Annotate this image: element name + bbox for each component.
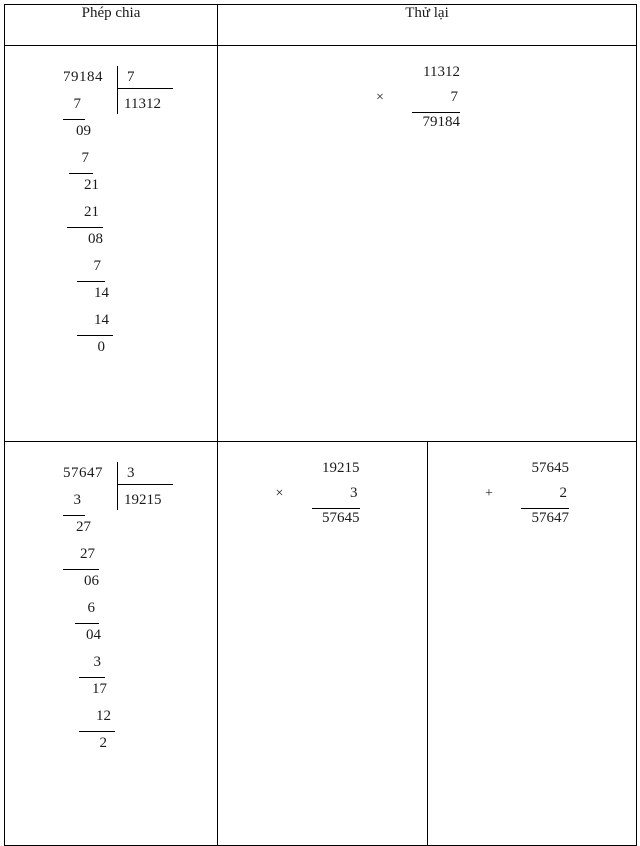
- calc-row: [477, 506, 587, 531]
- division-step: [5, 541, 217, 568]
- step-value: 12: [79, 703, 115, 732]
- calc-row: [368, 110, 478, 135]
- quotient-1: 11312: [124, 96, 161, 112]
- step-value: 7: [63, 91, 85, 120]
- check-block-2a: [218, 442, 427, 845]
- column-header-check: Thử lại: [218, 5, 637, 46]
- step-value: 21: [84, 177, 99, 193]
- division-step: [5, 226, 217, 253]
- division-step: [5, 595, 217, 622]
- check-cell-2b: [427, 442, 636, 845]
- step-value: 08: [88, 231, 103, 247]
- calc-row: [268, 456, 378, 481]
- calc-result: 79184: [422, 114, 460, 130]
- step-value: 27: [63, 541, 99, 570]
- operand-bottom: 3: [312, 481, 360, 509]
- divisor-1: 7: [127, 69, 135, 85]
- division-step: [5, 622, 217, 649]
- operand-top: 11312: [423, 64, 460, 80]
- operand-top: 57645: [531, 460, 569, 476]
- division-step: [5, 118, 217, 145]
- check-cell-2: [218, 442, 637, 846]
- calc-row: [368, 85, 478, 110]
- division-cell-1: [5, 46, 218, 442]
- calc-row: [477, 456, 587, 481]
- division-header-1: [5, 64, 217, 112]
- step-value: 09: [76, 123, 91, 139]
- step-value: 17: [92, 681, 107, 697]
- check-cell-2a: [218, 442, 427, 845]
- cell-spacer: [428, 531, 636, 831]
- column-header-division: Phép chia: [5, 5, 218, 46]
- multiply-operator-icon: ×: [376, 90, 384, 105]
- long-division-1: [5, 46, 217, 379]
- step-value: 7: [77, 253, 105, 282]
- step-value: 27: [76, 519, 91, 535]
- division-step: [5, 172, 217, 199]
- worksheet-table: [4, 4, 637, 846]
- step-value: 3: [63, 487, 85, 516]
- check-block-1: [218, 46, 636, 441]
- addition-check-2: [477, 456, 587, 531]
- step-value: 2: [99, 735, 107, 751]
- division-step: [5, 280, 217, 307]
- plus-operator-icon: +: [485, 486, 493, 501]
- step-value: 0: [97, 339, 105, 355]
- step-value: 3: [79, 649, 105, 678]
- table-row: [5, 442, 637, 846]
- step-value: 04: [86, 627, 101, 643]
- calc-row: [477, 481, 587, 506]
- division-step: [5, 91, 217, 118]
- division-steps-1: [5, 91, 217, 361]
- division-step: [5, 730, 217, 757]
- multiplication-check-2: [268, 456, 378, 531]
- long-division-2: [5, 442, 217, 775]
- operand-bottom: 7: [412, 85, 460, 113]
- calc-result: 57647: [531, 510, 569, 526]
- calc-result: 57645: [322, 510, 360, 526]
- check-block-2b: [428, 442, 636, 845]
- cell-spacer: [218, 135, 636, 427]
- check-cell-1: [218, 46, 637, 442]
- division-cell-2: [5, 442, 218, 846]
- table-row: [5, 46, 637, 442]
- dividend-1: 79184: [63, 69, 103, 85]
- division-step: [5, 199, 217, 226]
- table-header-row: [5, 5, 637, 46]
- quotient-2: 19215: [124, 492, 162, 508]
- step-value: 6: [75, 595, 99, 624]
- calc-row: [368, 60, 478, 85]
- division-step: [5, 307, 217, 334]
- dividend-2: 57647: [63, 465, 103, 481]
- cell-spacer: [218, 531, 427, 831]
- worksheet-page: [0, 4, 640, 751]
- step-value: 14: [94, 285, 109, 301]
- operand-bottom: 2: [521, 481, 569, 509]
- division-step: [5, 253, 217, 280]
- step-value: 21: [67, 199, 103, 228]
- operand-top: 19215: [322, 460, 360, 476]
- division-step: [5, 703, 217, 730]
- step-value: 7: [69, 145, 93, 174]
- multiplication-check-1: [368, 60, 478, 135]
- divisor-2: 3: [127, 465, 135, 481]
- calc-row: [268, 506, 378, 531]
- step-value: 14: [77, 307, 113, 336]
- division-header-2: [5, 460, 217, 508]
- division-step: [5, 649, 217, 676]
- division-step: [5, 676, 217, 703]
- calc-row: [268, 481, 378, 506]
- multiply-operator-icon: ×: [275, 486, 284, 501]
- division-step: [5, 514, 217, 541]
- division-step: [5, 568, 217, 595]
- division-steps-2: [5, 487, 217, 757]
- division-step: [5, 334, 217, 361]
- division-step: [5, 487, 217, 514]
- step-value: 06: [84, 573, 99, 589]
- check-split-container: [218, 442, 636, 845]
- division-step: [5, 145, 217, 172]
